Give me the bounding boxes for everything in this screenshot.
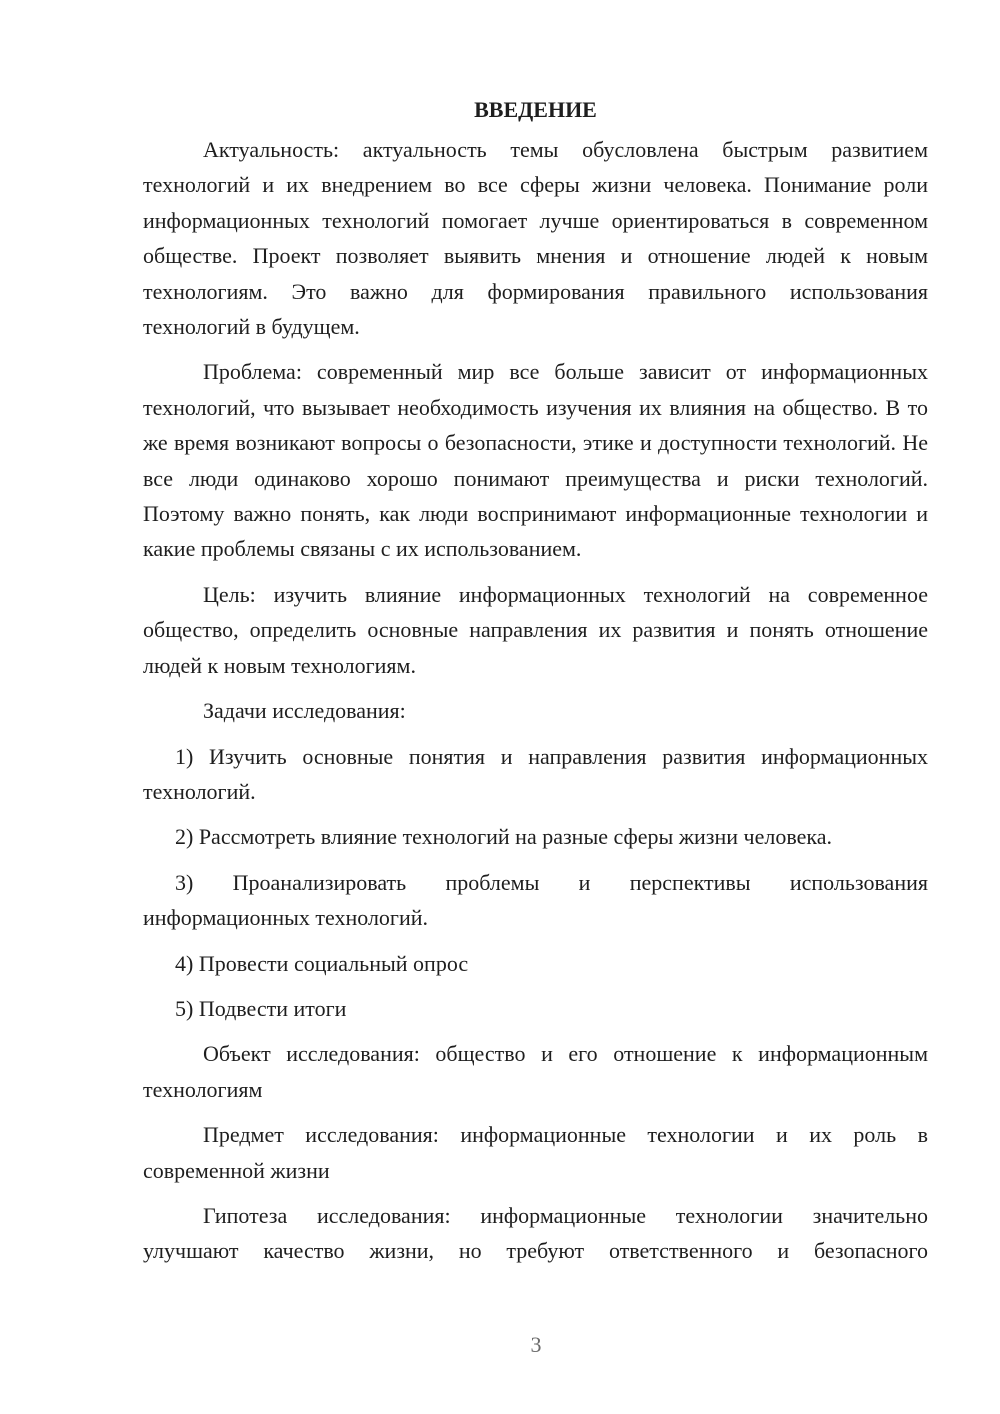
task-item-2: 2) Рассмотреть влияние технологий на разные сферы жизни человека. xyxy=(175,824,832,850)
task-item-5: 5) Подвести итоги xyxy=(175,995,347,1021)
relevance-paragraph: Актуальность: актуальность темы обусловлена быстрым развитием технологий и их внедрением во все сферы жизни человека. Понимание роли информационных технологий помогает лучше ориентироваться в современном обществе. Проект позволяет выявить мнения и отношение людей к новым технологиям. Это важно для формирования правильного использования технологий в будущем. xyxy=(143,137,928,340)
tasks-title: Задачи исследования: xyxy=(203,698,406,724)
goal-paragraph: Цель: изучить влияние информационных технологий на современное общество, определить основные направления их развития и понять отношение людей к новым технологиям. xyxy=(143,581,928,678)
page-content xyxy=(143,92,928,1279)
subject-paragraph: Предмет исследования: информационные технологии и их роль в современной жизни xyxy=(143,1122,928,1183)
object-paragraph: Объект исследования: общество и его отношение к информационным технологиям xyxy=(143,1041,928,1102)
problem-paragraph: Проблема: современный мир все больше зависит от информационных технологий, что вызывает необходимость изучения их влияния на общество. В то же время возникают вопросы о безопасности, этике и доступности технологий. Не все люди одинаково хорошо понимают преимущества и риски технологий. Поэтому важно понять, как люди воспринимают информационные технологии и какие проблемы связаны с их использованием. xyxy=(143,359,928,562)
task-item-3: 3) Проанализировать проблемы и перспективы использования информационных технологий. xyxy=(143,869,928,931)
hypothesis-paragraph: Гипотеза исследования: информационные технологии значительно улучшают качество жизни, но требуют ответственного и безопасного xyxy=(143,1202,928,1264)
task-item-4: 4) Провести социальный опрос xyxy=(175,950,469,976)
task-item-1: 1) Изучить основные понятия и направления развития информационных технологий. xyxy=(143,743,928,804)
section-heading: ВВЕДЕНИЕ xyxy=(474,97,597,122)
page-number: 3 xyxy=(530,1332,542,1357)
